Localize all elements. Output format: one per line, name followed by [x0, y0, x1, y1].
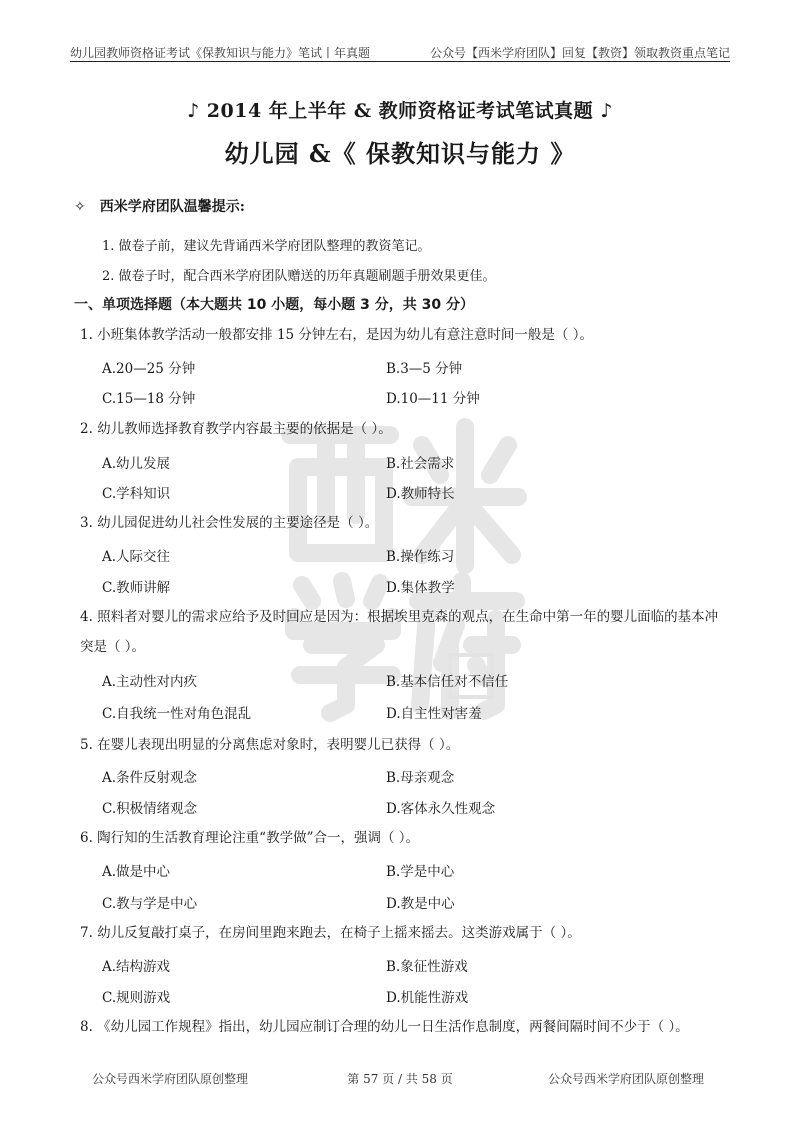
question — [80, 1012, 738, 1042]
question-text: 2. 幼儿教师选择教育教学内容最主要的依据是（ ）。 — [80, 421, 392, 437]
option-b: B.操作练习 — [386, 549, 455, 565]
page-number: 第 57 页 / 共 58 页 — [347, 1072, 453, 1086]
option-b: B.象征性游戏 — [386, 959, 468, 975]
footer-right-text: 公众号西米学府团队原创整理 — [547, 1072, 704, 1086]
tips-heading-text: 西米学府团队温馨提示: — [99, 199, 245, 215]
page-header — [70, 38, 730, 62]
question-text: 3. 幼儿园促进幼儿社会性发展的主要途径是（ ）。 — [80, 515, 379, 531]
option-c: C.教师讲解 — [102, 580, 171, 596]
question — [80, 414, 728, 444]
option-d: D.自主性对害羞 — [386, 706, 482, 722]
option-b: B.学是中心 — [386, 864, 455, 880]
question-text: 1. 小班集体教学活动一般都安排 15 分钟左右，是因为幼儿有意注意时间一般是（ ）。 — [80, 327, 593, 343]
tip-item: 2. 做卷子时，配合西米学府团队赠送的历年真题刷题手册效果更佳。 — [102, 269, 496, 284]
question — [80, 320, 728, 350]
option-a: A.结构游戏 — [102, 959, 171, 975]
option-b: B.3—5 分钟 — [386, 361, 463, 377]
option-b: B.基本信任对不信任 — [386, 674, 509, 690]
question — [80, 918, 728, 948]
option-c: C.积极情绪观念 — [102, 801, 198, 817]
question-text: 7. 幼儿反复敲打桌子，在房间里跑来跑去，在椅子上摇来摇去。这类游戏属于（ ）。 — [80, 925, 581, 941]
header-left-text: 幼儿园教师资格证考试《保教知识与能力》笔试丨年真题 — [70, 46, 371, 60]
question-text: 5. 在婴儿表现出明显的分离焦虑对象时，表明婴儿已获得（ ）。 — [80, 737, 460, 753]
option-c: C.规则游戏 — [102, 990, 171, 1006]
option-a: A.人际交往 — [102, 549, 171, 565]
option-d: D.教师特长 — [386, 486, 455, 502]
option-a: A.20—25 分钟 — [102, 361, 196, 377]
question — [80, 730, 728, 760]
question — [80, 508, 728, 538]
option-d: D.集体教学 — [386, 580, 455, 596]
option-c: C.教与学是中心 — [102, 896, 198, 912]
option-a: A.条件反射观念 — [102, 770, 198, 786]
option-b: B.母亲观念 — [386, 770, 455, 786]
option-a: A.做是中心 — [102, 864, 171, 880]
option-c: C.15—18 分钟 — [102, 391, 196, 407]
option-a: A.主动性对内疚 — [102, 674, 198, 690]
question-text: 8. 《幼儿园工作规程》指出，幼儿园应制订合理的幼儿一日生活作息制度，两餐间隔时间不少于（ ）。 — [80, 1019, 689, 1035]
exam-title: ♪ 2014 年上半年 & 教师资格证考试笔试真题 ♪ — [187, 100, 613, 122]
tip-item: 1. 做卷子前，建议先背诵西米学府团队整理的教资笔记。 — [102, 239, 431, 254]
header-rule — [70, 61, 730, 62]
section-heading: 一、单项选择题（本大题共 10 小题，每小题 3 分，共 30 分） — [74, 297, 474, 313]
question-text: 6. 陶行知的生活教育理论注重“教学做”合一，强调（ ）。 — [80, 830, 420, 846]
option-c: C.学科知识 — [102, 486, 171, 502]
option-c: C.自我统一性对角色混乱 — [102, 706, 252, 722]
question-text: 4. 照料者对婴儿的需求应给予及时回应是因为：根据埃里克森的观点，在生命中第一年的婴儿面临的基本冲突是（ ）。 — [80, 609, 719, 655]
option-d: D.10—11 分钟 — [386, 391, 480, 407]
option-d: D.教是中心 — [386, 896, 455, 912]
option-a: A.幼儿发展 — [102, 456, 171, 472]
tips-heading — [74, 196, 245, 216]
option-d: D.客体永久性观念 — [386, 801, 496, 817]
header-right-text: 公众号【西米学府团队】回复【教资】领取教资重点笔记 — [429, 46, 730, 60]
footer-left-text: 公众号西米学府团队原创整理 — [92, 1072, 249, 1086]
option-b: B.社会需求 — [386, 456, 455, 472]
exam-subtitle: 幼儿园 &《 保教知识与能力 》 — [224, 139, 576, 168]
question — [80, 602, 728, 662]
sparkle-icon: ✧ — [74, 199, 86, 215]
question — [80, 823, 728, 853]
option-d: D.机能性游戏 — [386, 990, 469, 1006]
